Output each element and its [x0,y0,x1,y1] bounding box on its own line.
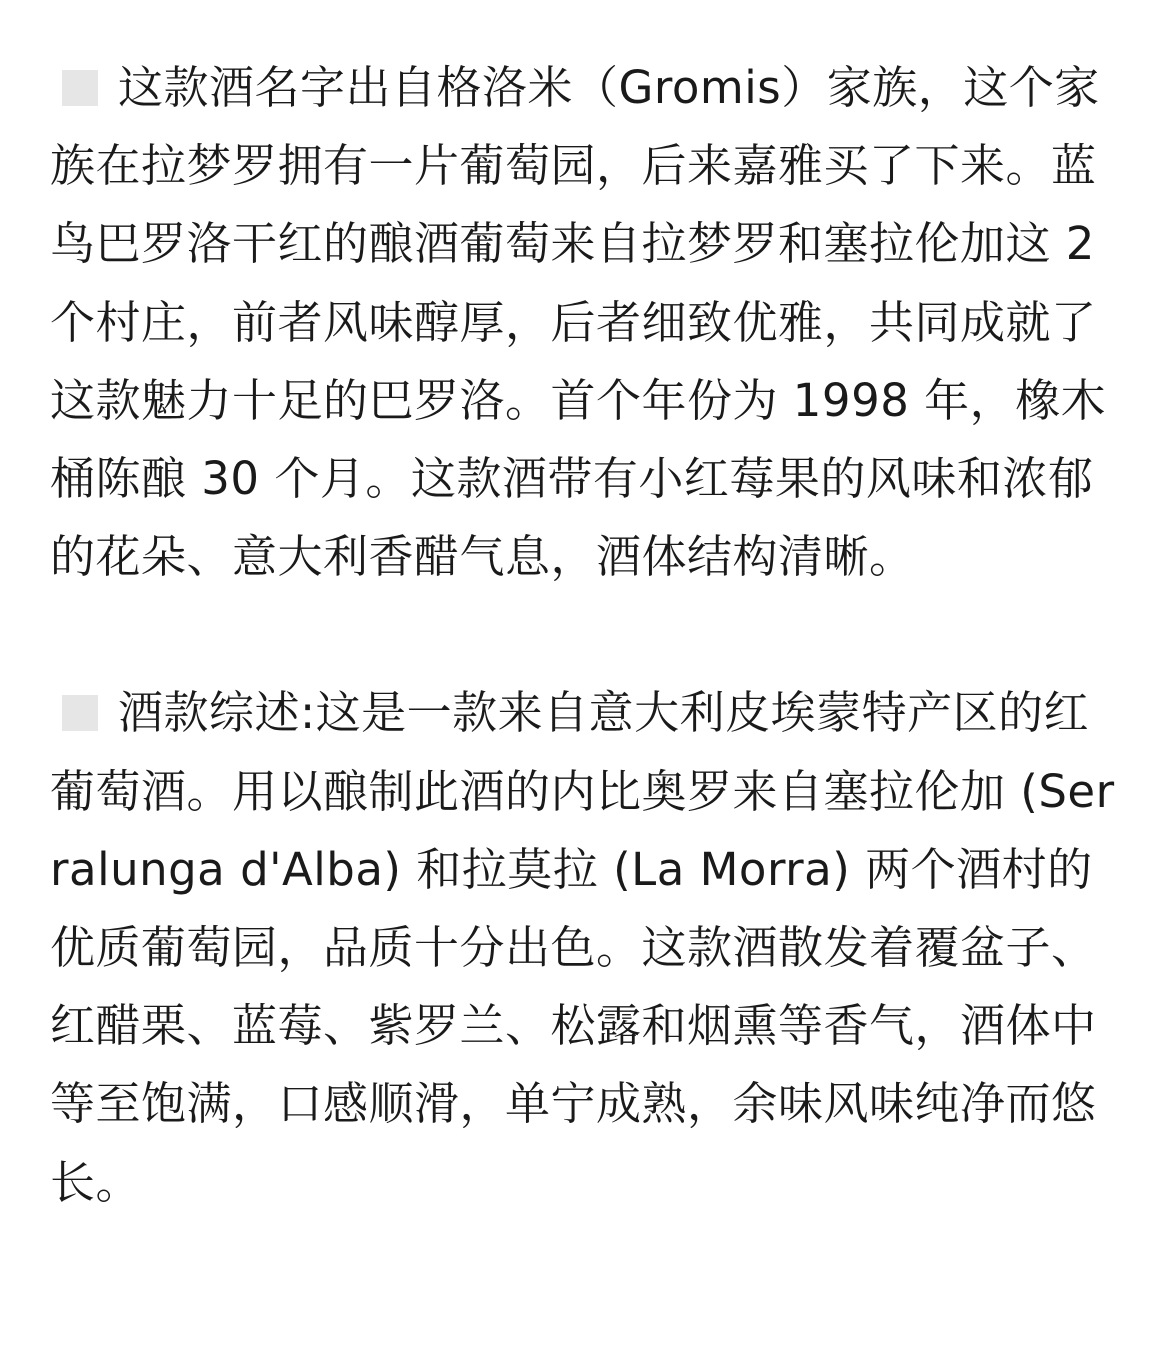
paragraph-wine-origin [50,49,1118,596]
square-bullet-icon [62,695,98,731]
paragraph-text: 酒款综述:这是一款来自意大利皮埃蒙特产区的红葡萄酒。用以酿制此酒的内比奥罗来自塞拉伦加 (Serralunga d'Alba) 和拉莫拉 (La Morra) 两个酒村的优质葡萄园，品质十分出色。这款酒散发着覆盆子、红醋栗、蓝莓、紫罗兰、松露和烟熏等香气，酒体中等至饱满，口感顺滑，单宁成熟，余味风味纯净而悠长。 [50,686,1115,1209]
square-bullet-icon [62,70,98,106]
paragraph-text: 这款酒名字出自格洛米（Gromis）家族，这个家族在拉梦罗拥有一片葡萄园，后来嘉雅买了下来。蓝鸟巴罗洛干红的酿酒葡萄来自拉梦罗和塞拉伦加这 2 个村庄，前者风味醇厚，后者细致优雅，共同成就了这款魅力十足的巴罗洛。首个年份为 1998 年，橡木桶陈酿 30 个月。这款酒带有小红莓果的风味和浓郁的花朵、意大利香醋气息，酒体结构清晰。 [50,61,1107,584]
article-body [50,49,1118,1222]
paragraph-wine-summary [50,674,1118,1221]
